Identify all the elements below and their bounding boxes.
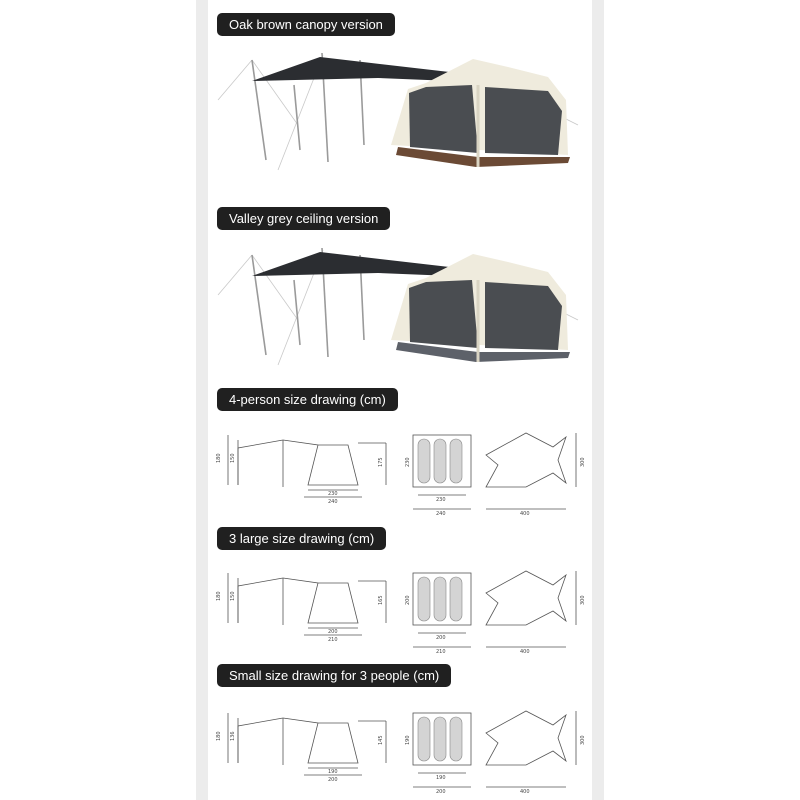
dim-inner-w: 200 xyxy=(328,629,338,635)
size-drawing-4-person xyxy=(208,425,592,520)
dim-pole-h: 180 xyxy=(216,591,222,601)
dim-floor-inner-w: 190 xyxy=(436,775,446,781)
dim-pole-h: 180 xyxy=(216,731,222,741)
dim-canopy-h: 150 xyxy=(230,591,236,601)
heading-valley-grey: Valley grey ceiling version xyxy=(217,207,390,230)
dim-canopy-h: 150 xyxy=(230,453,236,463)
dim-pole-h: 180 xyxy=(216,453,222,463)
dim-tent-h: 165 xyxy=(378,595,384,605)
dim-floor-depth: 200 xyxy=(405,595,411,605)
dim-floor-depth: 230 xyxy=(405,457,411,467)
dim-floor-inner-w: 230 xyxy=(436,497,446,503)
dim-floor-inner-w: 200 xyxy=(436,635,446,641)
dim-tarp-depth: 300 xyxy=(580,735,586,745)
dim-canopy-h: 136 xyxy=(230,731,236,741)
dim-floor-depth: 190 xyxy=(405,735,411,745)
tent-photo-valley-grey xyxy=(208,240,592,370)
dim-tent-h: 145 xyxy=(378,735,384,745)
dim-tarp-depth: 300 xyxy=(580,595,586,605)
heading-oak-brown: Oak brown canopy version xyxy=(217,13,395,36)
left-gutter xyxy=(196,0,208,800)
heading-small-3-drawing: Small size drawing for 3 people (cm) xyxy=(217,664,451,687)
dim-tarp-width: 400 xyxy=(520,511,530,517)
dim-floor-outer-w: 210 xyxy=(436,649,446,655)
dim-floor-outer-w: 240 xyxy=(436,511,446,517)
dim-tent-h: 175 xyxy=(378,457,384,467)
dim-tarp-width: 400 xyxy=(520,649,530,655)
dim-outer-w: 200 xyxy=(328,777,338,783)
dim-tarp-width: 400 xyxy=(520,789,530,795)
size-drawing-small-3 xyxy=(208,703,592,798)
dim-inner-w: 230 xyxy=(328,491,338,497)
right-gutter xyxy=(592,0,604,800)
dim-inner-w: 190 xyxy=(328,769,338,775)
heading-4-person-drawing: 4-person size drawing (cm) xyxy=(217,388,398,411)
size-drawing-3-large xyxy=(208,563,592,658)
heading-3-large-drawing: 3 large size drawing (cm) xyxy=(217,527,386,550)
dim-tarp-depth: 300 xyxy=(580,457,586,467)
dim-outer-w: 240 xyxy=(328,499,338,505)
dim-outer-w: 210 xyxy=(328,637,338,643)
dim-floor-outer-w: 200 xyxy=(436,789,446,795)
tent-photo-oak-brown xyxy=(208,45,592,175)
